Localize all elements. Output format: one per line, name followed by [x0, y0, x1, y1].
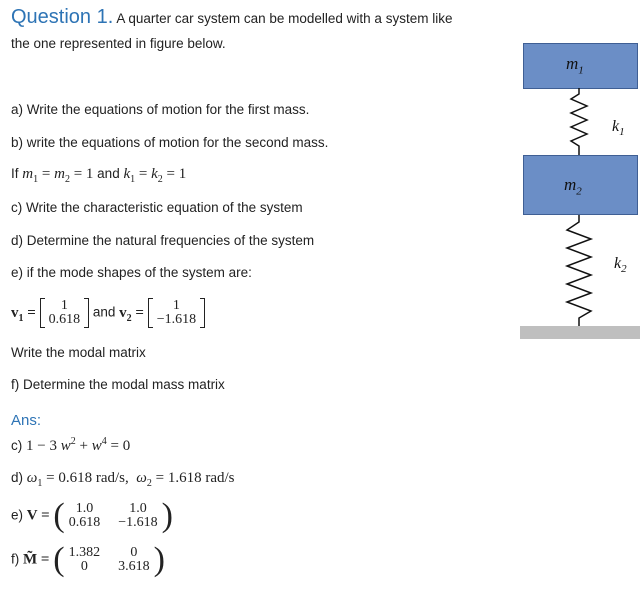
- question-intro-line1: A quarter car system can be modelled with a system like: [116, 11, 453, 26]
- modal-matrix-prompt: Write the modal matrix: [11, 345, 146, 360]
- part-c: c) Write the characteristic equation of the system: [11, 200, 303, 215]
- v2-symbol: $v_2$ =: [119, 304, 144, 324]
- answer-d-prefix: d): [11, 470, 24, 485]
- modal-mass-symbol: M̃ =: [23, 551, 50, 568]
- answers-label: Ans:: [11, 412, 42, 429]
- part-d: d) Determine the natural frequencies of the system: [11, 233, 315, 248]
- v2-entry: 1: [172, 298, 180, 313]
- question-intro-line2: the one represented in figure below.: [11, 36, 226, 51]
- part-f: f) Determine the modal mass matrix: [11, 377, 225, 392]
- matrix-cell: 1.0: [75, 501, 94, 516]
- v1-entry: 0.618: [48, 312, 81, 327]
- spring-1: [571, 88, 587, 155]
- omega1: $\omega_1 = 0.618$ rad/s,: [26, 470, 129, 489]
- matrix-cell: 3.618: [118, 559, 150, 574]
- modal-matrix-symbol: V =: [26, 507, 50, 524]
- spring-2-label: $k_2$: [614, 255, 627, 276]
- matrix-cell: 0.618: [68, 515, 101, 530]
- matrix-cell: 0: [130, 545, 138, 560]
- matrix-cell: −1.618: [118, 515, 158, 530]
- characteristic-equation: 1 − 3 $w^2 + w^4 = 0$: [26, 436, 131, 454]
- ground: [520, 326, 640, 339]
- answer-f-prefix: f): [11, 551, 20, 567]
- part-a: a) Write the equations of motion for the first mass.: [11, 102, 310, 117]
- omega2-value: 1.618 rad/s: [167, 470, 235, 486]
- part-b: b) write the equations of motion for the second mass.: [11, 135, 329, 150]
- matrix-cell: 1.0: [129, 501, 147, 516]
- right-paren: ): [153, 541, 165, 578]
- spring-2: [567, 214, 591, 326]
- answer-c-prefix: c): [11, 438, 23, 453]
- matrix-cell: 0: [80, 559, 88, 574]
- stiffness-equality: $k_1 = k_2 = 1$: [123, 166, 187, 185]
- spring-1-label: $k_1$: [612, 118, 625, 139]
- right-paren: ): [161, 497, 173, 534]
- given-if: If: [11, 166, 19, 181]
- left-paren: (: [53, 541, 65, 578]
- mode-and: and: [92, 304, 116, 320]
- mass-1-label: $m_1$: [566, 54, 584, 77]
- v1-symbol: $v_1$ =: [11, 304, 36, 324]
- question-title: Question 1.: [11, 6, 114, 28]
- left-paren: (: [53, 497, 65, 534]
- mass-equality: $m_1 = m_2 = 1$: [22, 166, 94, 185]
- mass-2-label: $m_2$: [564, 175, 582, 198]
- answer-e-prefix: e): [11, 507, 24, 523]
- v1-entry: 1: [60, 298, 68, 313]
- omega1-value: 0.618 rad/s,: [58, 470, 129, 486]
- matrix-cell: 1.382: [68, 545, 101, 560]
- v2-entry: −1.618: [156, 312, 197, 327]
- omega2: $\omega_2 = 1.618$ rad/s: [136, 470, 235, 489]
- given-and: and: [97, 166, 120, 181]
- part-e: e) if the mode shapes of the system are:: [11, 265, 252, 280]
